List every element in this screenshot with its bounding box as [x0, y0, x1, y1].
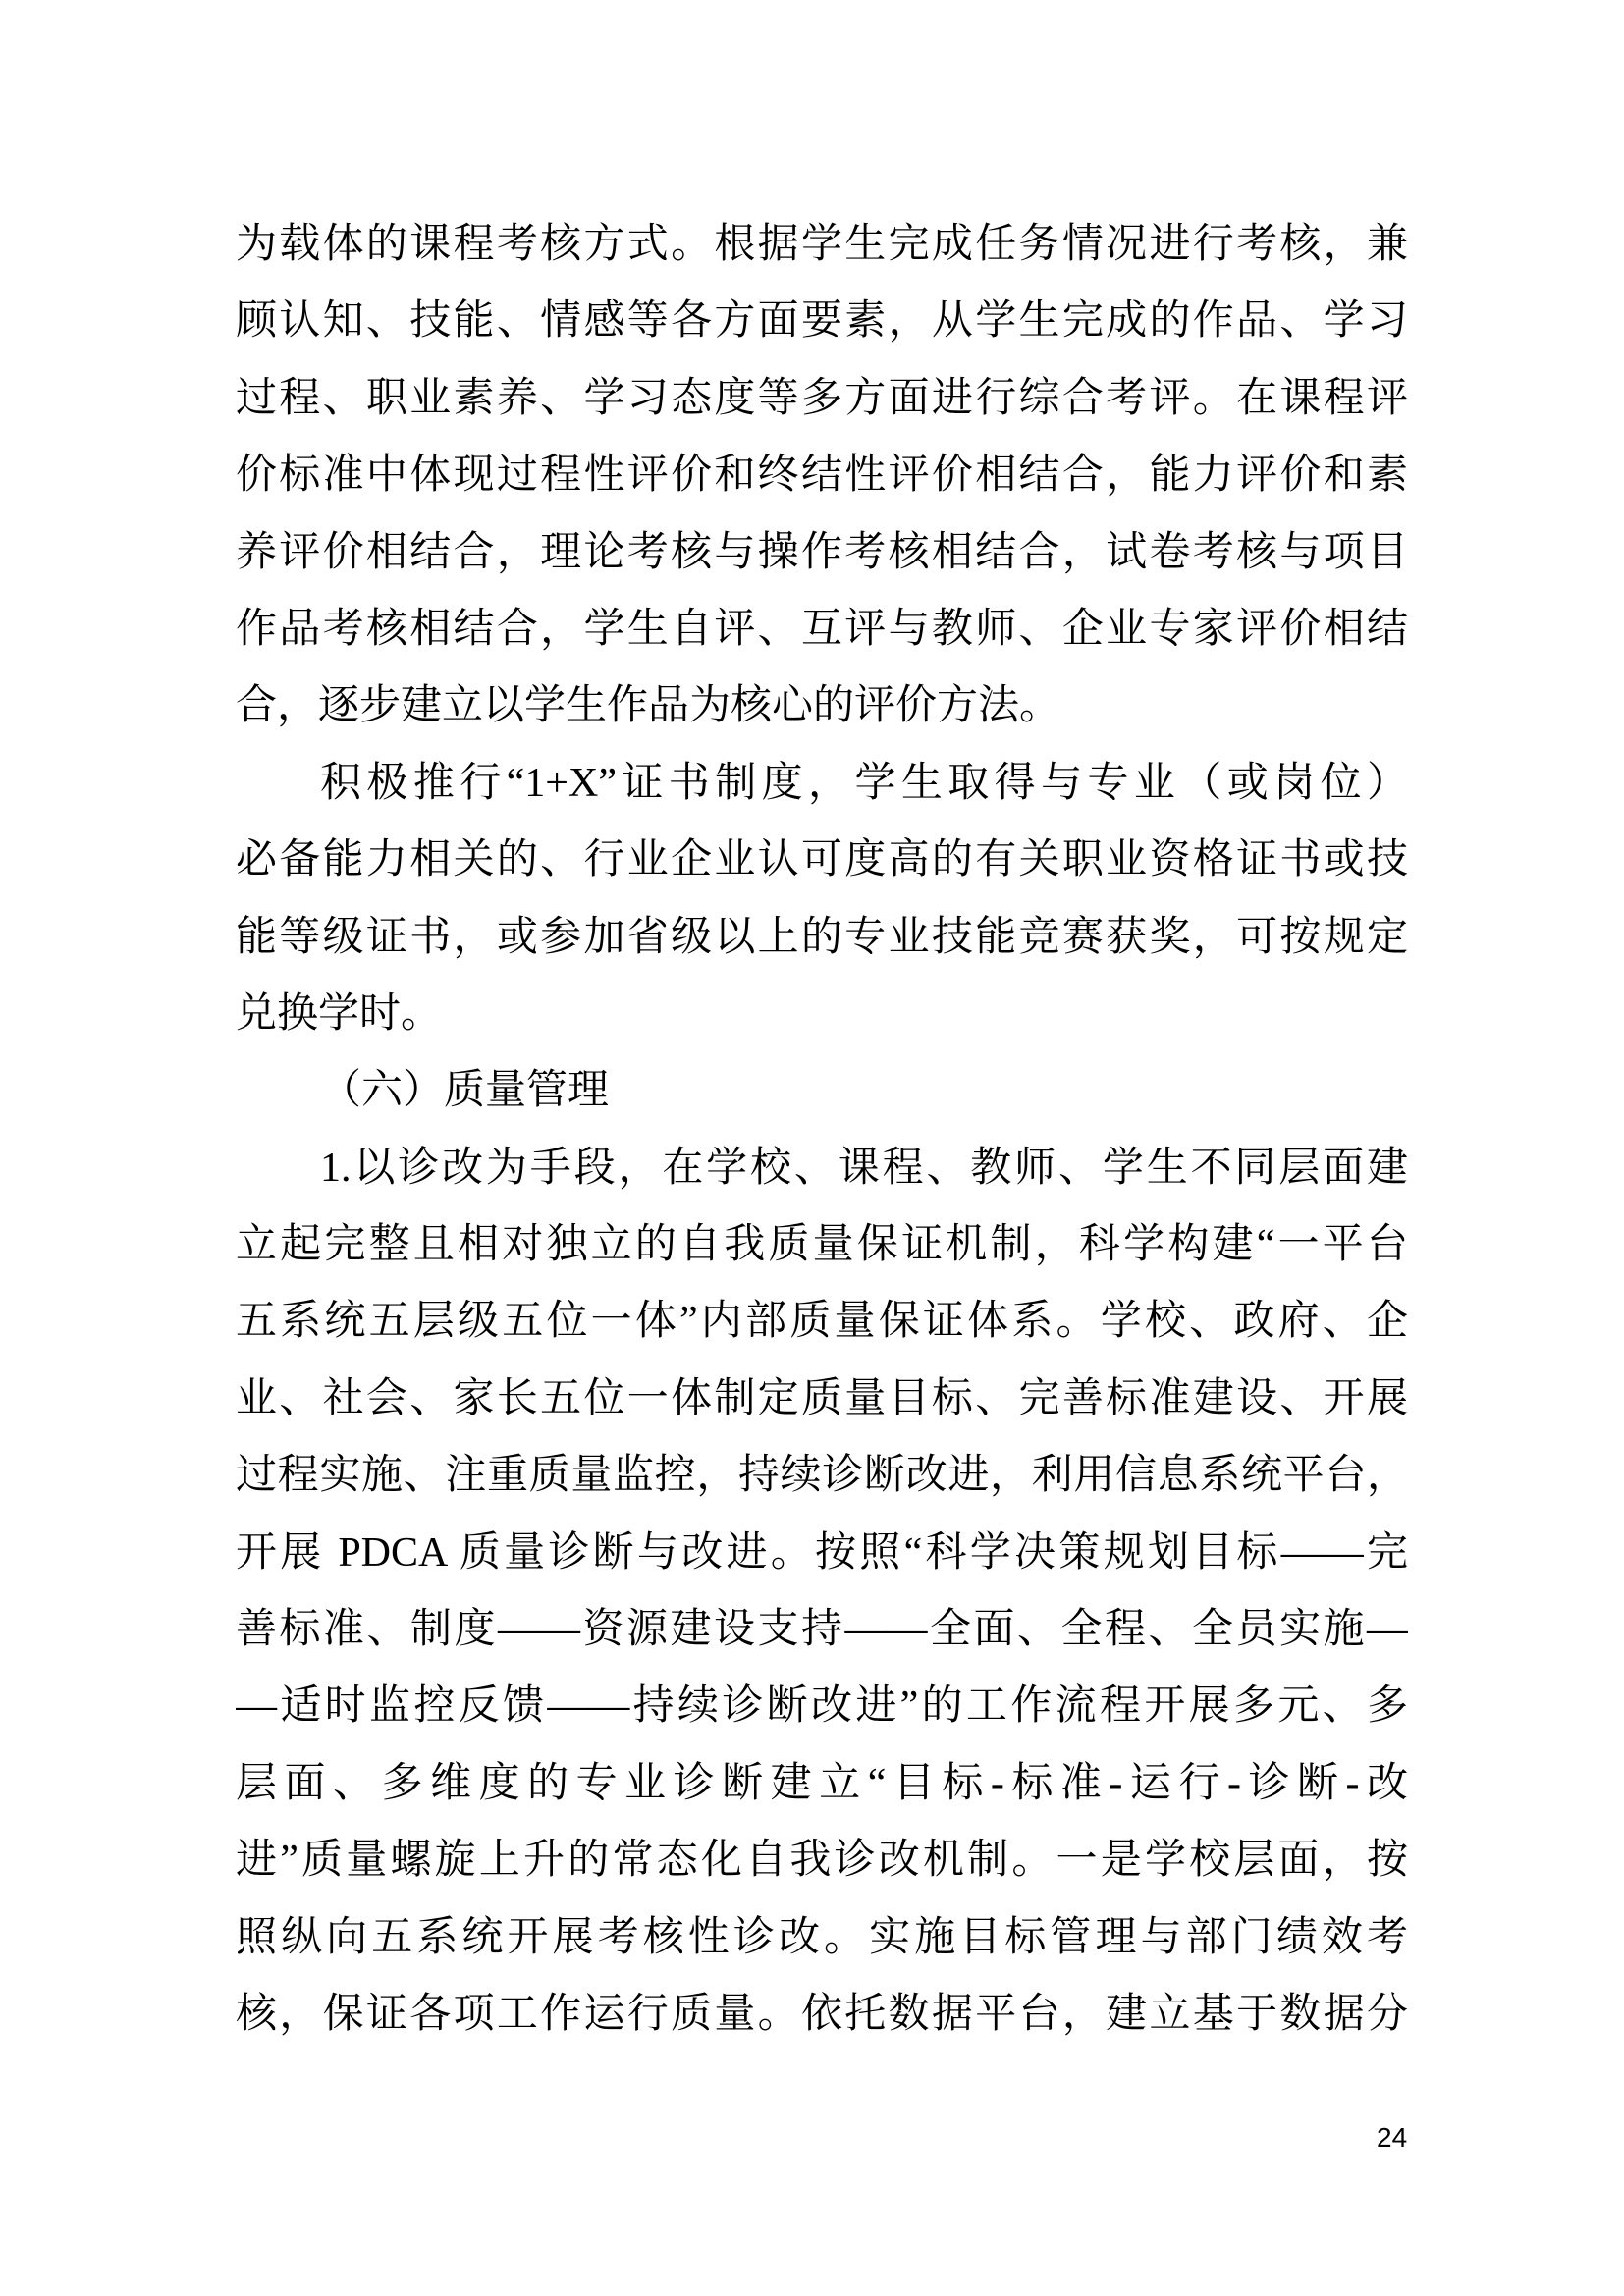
- text-line: —适时监控反馈——持续诊断改进”的工作流程开展多元、多: [236, 1683, 1408, 1730]
- text-line: 为载体的课程考核方式。根据学生完成任务情况进行考核，兼: [236, 222, 1408, 267]
- text-line: 过程、职业素养、学习态度等多方面进行综合考评。在课程评: [236, 375, 1408, 421]
- text-line: 作品考核相结合，学生自评、互评与教师、企业专家评价相结: [236, 606, 1408, 652]
- text-line: 合，逐步建立以学生作品为核心的评价方法。: [236, 683, 1061, 729]
- text-line: 善标准、制度——资源建设支持——全面、全程、全员实施—: [236, 1607, 1408, 1653]
- body-text: [236, 206, 1408, 2053]
- text-line: 照纵向五系统开展考核性诊改。实施目标管理与部门绩效考: [236, 1914, 1408, 1960]
- text-line: 1.以诊改为手段，在学校、课程、教师、学生不同层面建: [320, 1145, 1408, 1191]
- text-line: 养评价相结合，理论考核与操作考核相结合，试卷考核与项目: [236, 529, 1408, 575]
- text-line: 业、社会、家长五位一体制定质量目标、完善标准建设、开展: [236, 1375, 1408, 1421]
- text-line: 过程实施、注重质量监控，持续诊断改进，利用信息系统平台，: [236, 1453, 1408, 1499]
- text-line: 兑换学时。: [236, 990, 443, 1037]
- text-line: 进”质量螺旋上升的常态化自我诊改机制。一是学校层面，按: [236, 1838, 1408, 1884]
- text-line: 积极推行“1+X”证书制度，学生取得与专业（或岗位）: [320, 760, 1408, 806]
- text-line: 能等级证书，或参加省级以上的专业技能竞赛获奖，可按规定: [236, 914, 1408, 960]
- text-line: （六）质量管理: [320, 1068, 610, 1114]
- text-line: 层面、多维度的专业诊断建立“目标-标准-运行-诊断-改: [236, 1760, 1408, 1806]
- text-line: 顾认知、技能、情感等各方面要素，从学生完成的作品、学习: [236, 298, 1408, 345]
- text-line: 价标准中体现过程性评价和终结性评价相结合，能力评价和素: [236, 453, 1408, 499]
- page-number: 24: [1377, 2122, 1408, 2153]
- text-line: 核，保证各项工作运行质量。依托数据平台，建立基于数据分: [236, 1991, 1408, 2037]
- text-line: 立起完整且相对独立的自我质量保证机制，科学构建“一平台: [236, 1222, 1408, 1268]
- text-line: 必备能力相关的、行业企业认可度高的有关职业资格证书或技: [236, 837, 1408, 883]
- text-line: 开展 PDCA 质量诊断与改进。按照“科学决策规划目标——完: [236, 1529, 1408, 1575]
- text-line: 五系统五层级五位一体”内部质量保证体系。学校、政府、企: [236, 1299, 1408, 1345]
